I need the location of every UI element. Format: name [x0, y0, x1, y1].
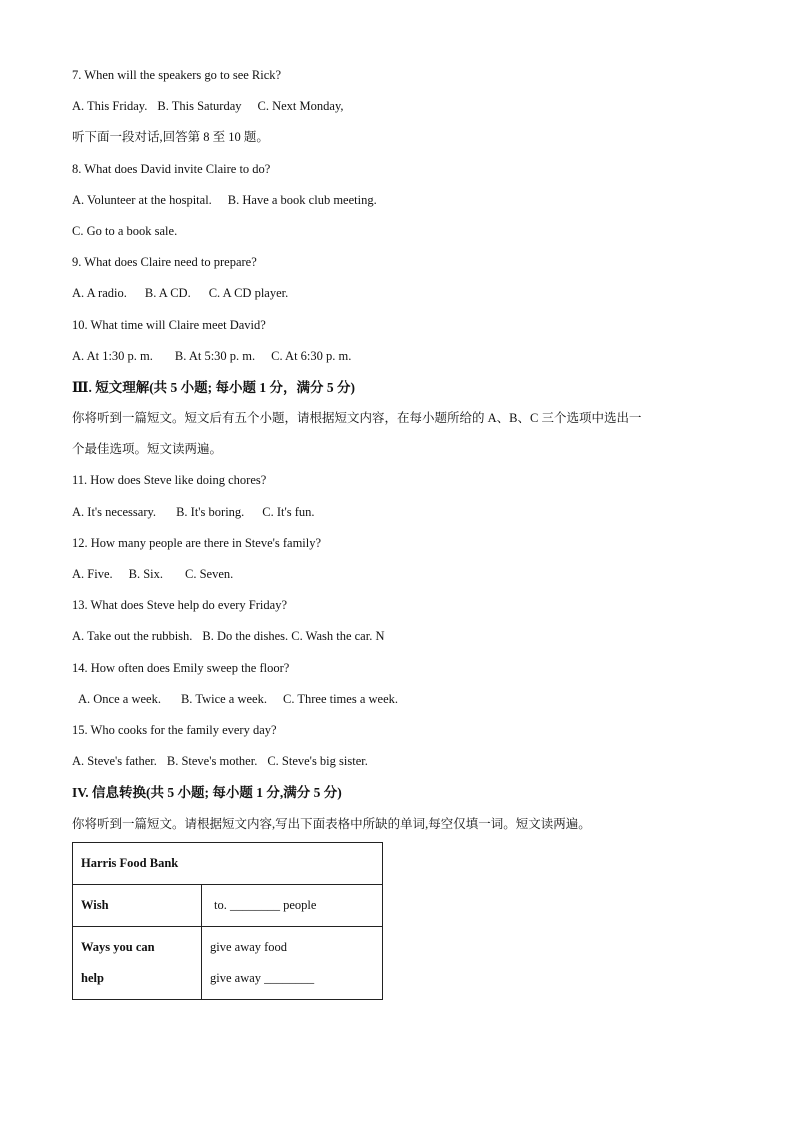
- option-b: B. At 5:30 p. m.: [174, 348, 256, 363]
- option-c: C. A CD player.: [208, 286, 289, 301]
- question-8: 8. What does David invite Claire to do?: [72, 161, 271, 176]
- option-c: C. It's fun.: [262, 504, 315, 519]
- ways-value-line-2: give away ________: [210, 970, 315, 985]
- option-c: C. Steve's big sister.: [267, 754, 368, 769]
- question-9: 9. What does Claire need to prepare?: [72, 255, 257, 270]
- question-15: 15. Who cooks for the family every day?: [72, 722, 277, 737]
- option-b: B. This Saturday: [157, 99, 242, 114]
- question-13-options: [72, 621, 732, 652]
- option-c: C. At 6:30 p. m.: [271, 348, 352, 363]
- exam-page: [72, 60, 732, 1000]
- option-c: C. Seven.: [185, 567, 234, 581]
- option-b: B. Do the dishes. C. Wash the car. N: [202, 629, 385, 644]
- option-c: C. Next Monday,: [257, 99, 344, 114]
- ways-label: [73, 926, 202, 999]
- option-a: A. A radio.: [72, 286, 127, 301]
- option-a: A. It's necessary.: [72, 504, 157, 519]
- wish-value: to. ________ people: [202, 884, 383, 926]
- option-c: C. Three times a week.: [282, 691, 398, 706]
- ways-value: [202, 926, 383, 999]
- wish-label: Wish: [73, 884, 202, 926]
- question-12-options: [72, 559, 732, 590]
- section-3-heading: Ⅲ. 短文理解(共 5 小题; 每小题 1 分，满分 5 分): [72, 379, 356, 395]
- option-a: A. Take out the rubbish.: [72, 629, 193, 644]
- section-3-instruction-2: 个最佳选项。短文读两遍。: [72, 442, 223, 457]
- ways-value-line-1: give away food: [210, 939, 288, 954]
- question-11-options: [72, 497, 732, 528]
- option-a: A. At 1:30 p. m.: [72, 348, 153, 363]
- section-4-instruction: 你将听到一篇短文。请根据短文内容,写出下面表格中所缺的单词,每空仅填一词。短文读两遍。: [72, 816, 591, 831]
- ways-label-line-2: help: [81, 970, 104, 985]
- option-a: A. This Friday.: [72, 99, 148, 114]
- question-7: 7. When will the speakers go to see Rick?: [72, 68, 282, 82]
- question-13: 13. What does Steve help do every Friday?: [72, 598, 287, 613]
- option-b: B. Have a book club meeting.: [227, 192, 377, 207]
- question-8-options-2: C. Go to a book sale.: [72, 223, 178, 238]
- question-15-options: [72, 746, 732, 777]
- option-b: B. Steve's mother.: [166, 754, 258, 769]
- option-b: B. It's boring.: [176, 504, 245, 519]
- table-title: Harris Food Bank: [73, 842, 383, 884]
- option-a: A. Once a week.: [78, 691, 161, 706]
- option-a: A. Five.: [72, 567, 113, 581]
- dialogue-instruction: 听下面一段对话,回答第 8 至 10 题。: [72, 130, 269, 145]
- question-10: 10. What time will Claire meet David?: [72, 317, 266, 332]
- question-14-options: [72, 684, 732, 715]
- option-a: A. Steve's father.: [72, 754, 157, 769]
- option-b: B. Twice a week.: [180, 691, 267, 706]
- option-b: B. A CD.: [144, 286, 191, 301]
- question-7-options: [72, 91, 732, 122]
- question-10-options: [72, 341, 732, 372]
- question-8-options: [72, 185, 732, 216]
- question-11: 11. How does Steve like doing chores?: [72, 473, 267, 488]
- section-4-heading: IV. 信息转换(共 5 小题; 每小题 1 分,满分 5 分): [72, 785, 342, 801]
- question-9-options: [72, 278, 732, 309]
- info-table: [72, 842, 383, 1000]
- option-a: A. Volunteer at the hospital.: [72, 192, 212, 207]
- section-3-instruction-1: 你将听到一篇短文。短文后有五个小题，请根据短文内容，在每小题所给的 A、B、C 三个选项中选出一: [72, 411, 642, 426]
- question-14: 14. How often does Emily sweep the floor?: [72, 660, 290, 675]
- question-12: 12. How many people are there in Steve's family?: [72, 535, 322, 550]
- option-b: B. Six.: [128, 567, 164, 581]
- ways-label-line-1: Ways you can: [81, 939, 155, 954]
